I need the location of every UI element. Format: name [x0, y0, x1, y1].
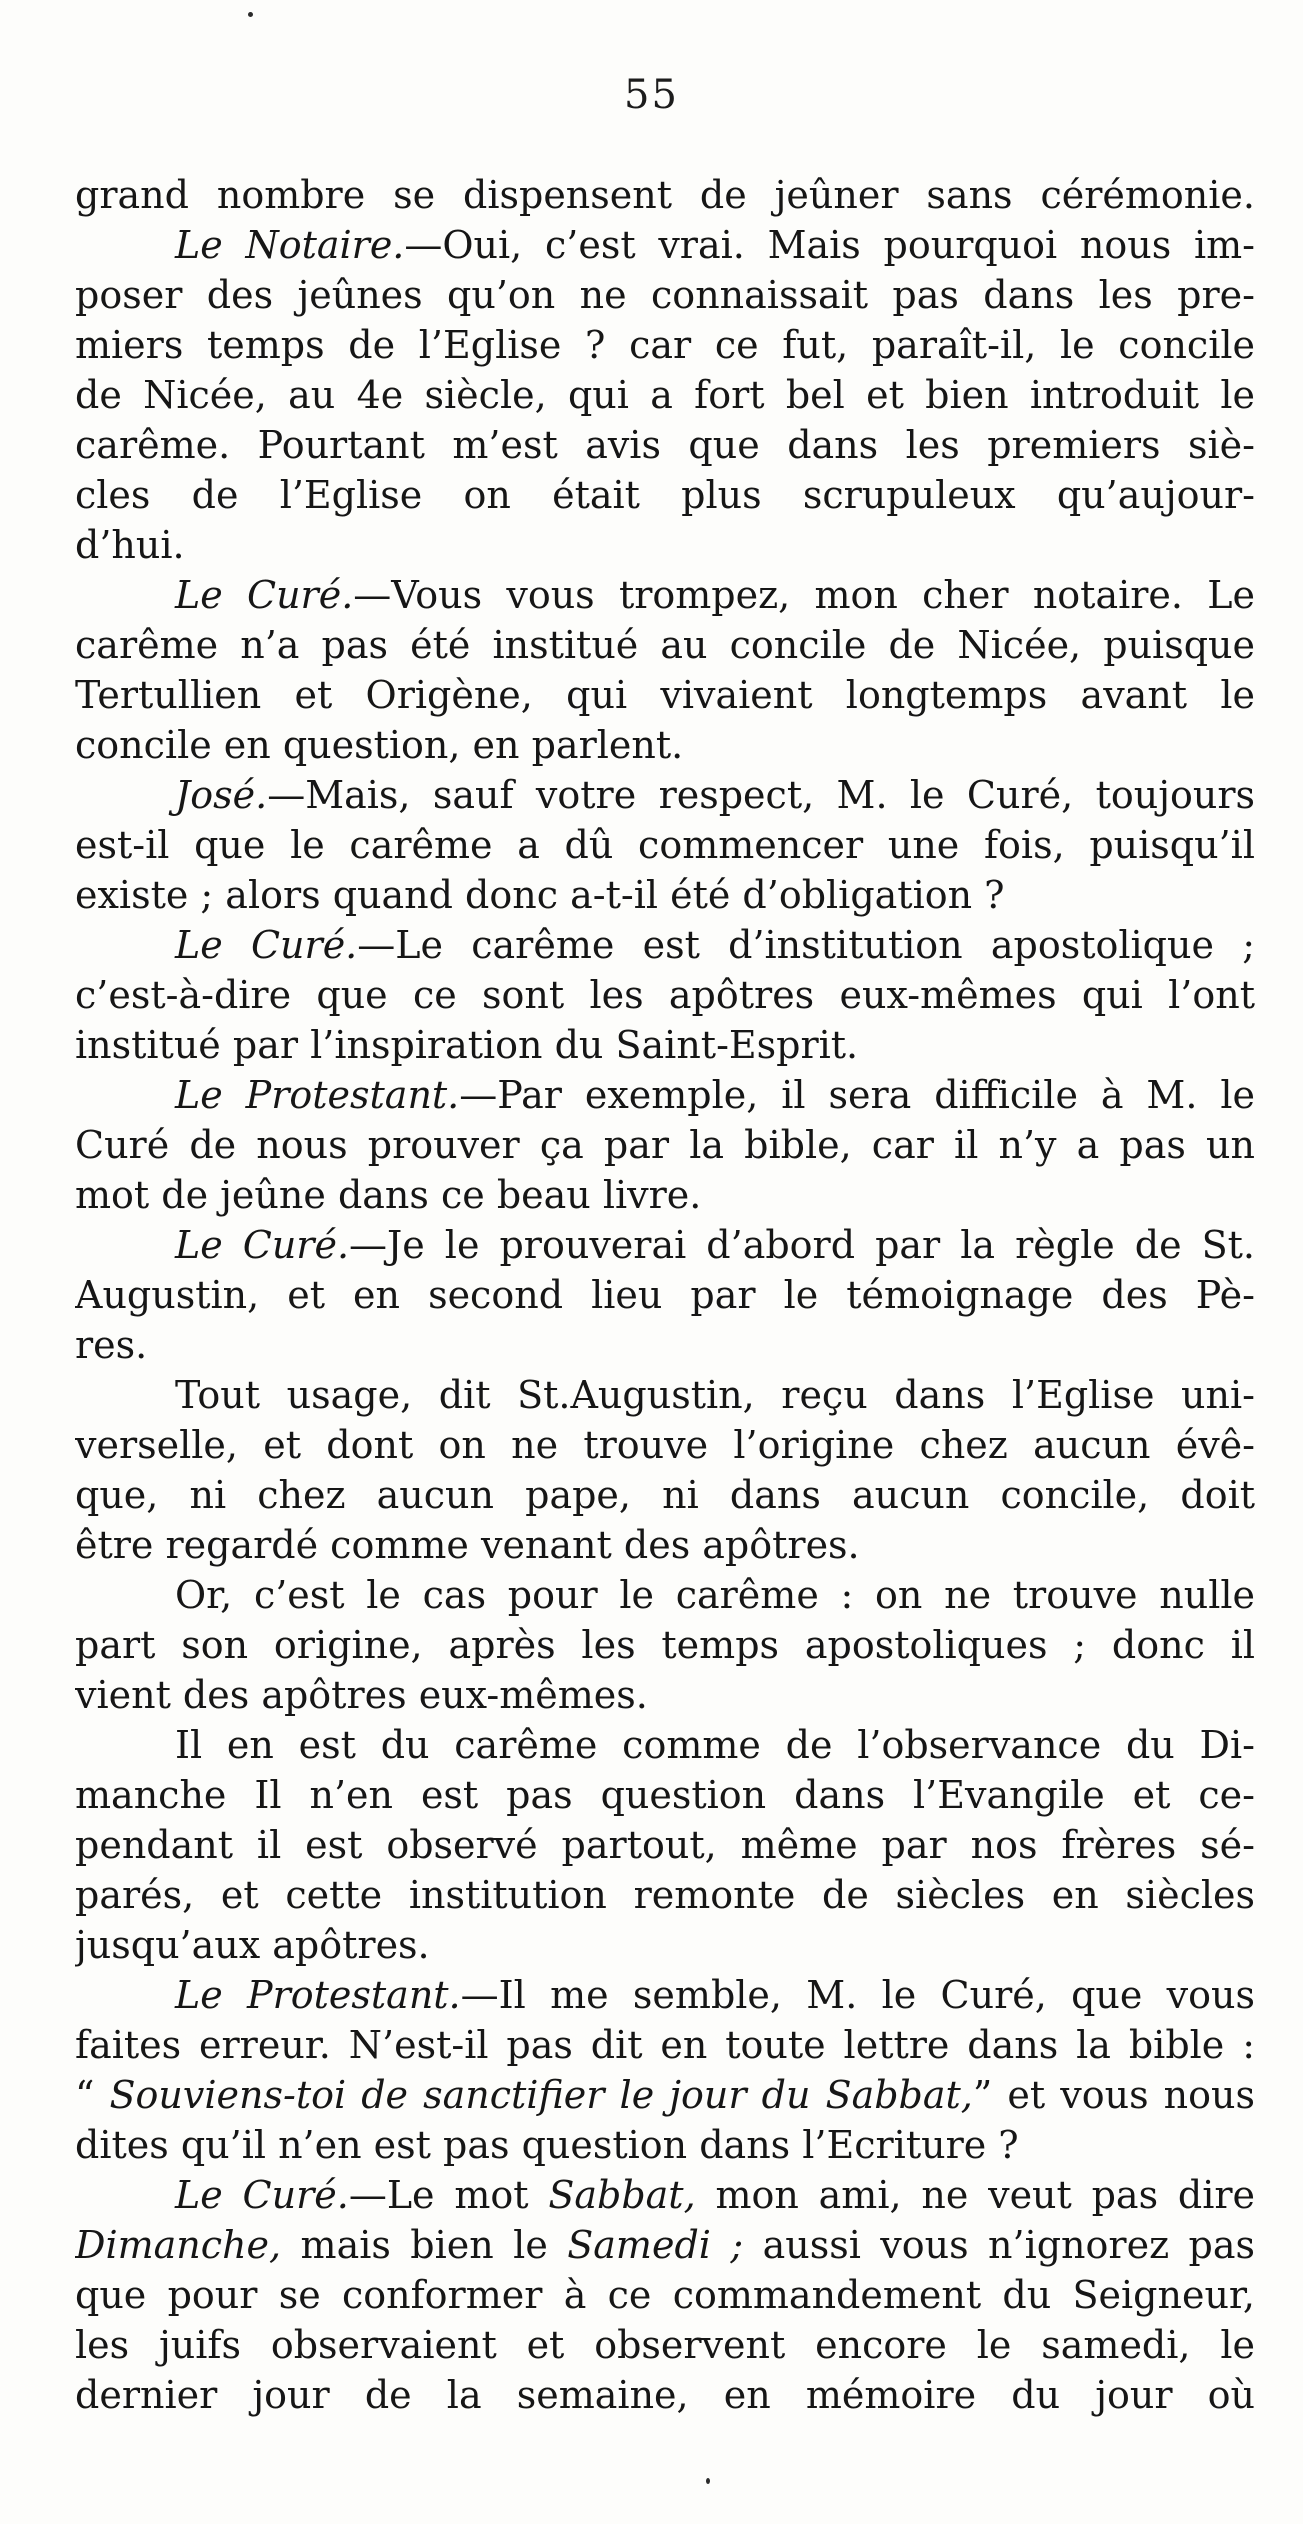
page-number: 55 [624, 72, 679, 118]
text-line [75, 1670, 1255, 1720]
text-line [75, 1020, 1255, 1070]
text-line [75, 1270, 1255, 1320]
text-run: Augustin, et en second lieu par le témoignage des Pè- [75, 1273, 1255, 1317]
print-speck-top [248, 12, 253, 17]
text-line [75, 1470, 1255, 1520]
text-line [75, 870, 1255, 920]
text-line [75, 1870, 1255, 1920]
text-run: “ [75, 2073, 110, 2117]
text-line [75, 1720, 1255, 1770]
text-run: dernier jour de la semaine, en mémoire du jour où [75, 2373, 1255, 2417]
text-line [75, 270, 1255, 320]
text-line [75, 1170, 1255, 1220]
text-line [75, 2120, 1255, 2170]
text-run: verselle, et dont on ne trouve l’origine chez aucun évê- [75, 1423, 1255, 1467]
text-line [75, 2070, 1255, 2120]
text-line [75, 170, 1255, 220]
text-line [75, 1570, 1255, 1620]
text-run: c’est-à-dire que ce sont les apôtres eux-mêmes qui l’ont [75, 973, 1255, 1017]
body-text [75, 170, 1255, 2420]
text-line [75, 720, 1255, 770]
text-line [75, 1370, 1255, 1420]
text-line [75, 1920, 1255, 1970]
text-line [75, 2370, 1255, 2420]
text-line [75, 2170, 1255, 2220]
text-line [75, 1620, 1255, 1670]
text-run: manche Il n’en est pas question dans l’Evangile et ce- [75, 1773, 1255, 1817]
text-run: —Le carême est d’institution apostolique ; [357, 923, 1255, 967]
text-line [75, 1220, 1255, 1270]
text-line [75, 220, 1255, 270]
text-run: existe ; alors quand donc a-t-il été d’obligation ? [75, 873, 1005, 917]
text-line [75, 2220, 1255, 2270]
text-run: que pour se conformer à ce commandement du Seigneur, [75, 2273, 1255, 2317]
text-run: pendant il est observé partout, même par nos frères sé- [75, 1823, 1255, 1867]
italic-text: Souviens-toi de sanctifier le jour du Sabbat, [109, 2073, 973, 2117]
italic-text: Sabbat, [548, 2173, 696, 2217]
text-run: jusqu’aux apôtres. [75, 1923, 430, 1967]
text-run: carême n’a pas été institué au concile de Nicée, puisque [75, 623, 1255, 667]
text-run: faites erreur. N’est-il pas dit en toute lettre dans la bible : [75, 2023, 1255, 2067]
text-line [75, 770, 1255, 820]
text-run: Curé de nous prouver ça par la bible, car il n’y a pas un [75, 1123, 1255, 1167]
text-run: —Par exemple, il sera difficile à M. le [459, 1073, 1255, 1117]
italic-text: Le Curé. [175, 2173, 349, 2217]
text-run: —Il me semble, M. le Curé, que vous [460, 1973, 1255, 2017]
text-run: est-il que le carême a dû commencer une fois, puisqu’il [75, 823, 1255, 867]
text-run: d’hui. [75, 523, 185, 567]
text-run: Tout usage, dit St.Augustin, reçu dans l’Eglise uni- [175, 1373, 1255, 1417]
text-run: institué par l’inspiration du Saint-Esprit. [75, 1023, 859, 1067]
italic-text: Le Protestant. [175, 1073, 460, 1117]
text-line [75, 520, 1255, 570]
italic-text: Le Protestant. [175, 1973, 461, 2017]
text-run: mais bien le [281, 2223, 568, 2267]
italic-text: Dimanche, [75, 2223, 282, 2267]
text-line [75, 1420, 1255, 1470]
text-line [75, 2020, 1255, 2070]
text-line [75, 2270, 1255, 2320]
text-run: que, ni chez aucun pape, ni dans aucun concile, doit [75, 1473, 1255, 1517]
text-line [75, 620, 1255, 670]
text-line [75, 920, 1255, 970]
italic-text: Le Curé. [175, 1223, 350, 1267]
italic-text: José. [175, 773, 268, 817]
text-line [75, 470, 1255, 520]
text-run: —Je le prouverai d’abord par la règle de St. [349, 1223, 1255, 1267]
text-line [75, 1970, 1255, 2020]
text-line [75, 1770, 1255, 1820]
text-line [75, 1520, 1255, 1570]
text-run: mot de jeûne dans ce beau livre. [75, 1173, 702, 1217]
text-run: les juifs observaient et observent encore le samedi, le [75, 2323, 1255, 2367]
text-run: mon ami, ne veut pas dire [695, 2173, 1255, 2217]
text-line [75, 1070, 1255, 1120]
text-run: —Oui, c’est vrai. Mais pourquoi nous im- [404, 223, 1255, 267]
text-line [75, 670, 1255, 720]
text-run: ” et vous nous [972, 2073, 1255, 2117]
text-run: —Mais, sauf votre respect, M. le Curé, toujours [267, 773, 1255, 817]
text-run: grand nombre se dispensent de jeûner sans cérémonie. [75, 173, 1255, 217]
text-run: part son origine, après les temps apostoliques ; donc il [75, 1623, 1255, 1667]
text-run: de Nicée, au 4e siècle, qui a fort bel et bien introduit le [75, 373, 1255, 417]
text-run: Il en est du carême comme de l’observance du Di- [175, 1723, 1255, 1767]
text-run: Tertullien et Origène, qui vivaient longtemps avant le [75, 673, 1255, 717]
text-line [75, 1320, 1255, 1370]
italic-text: Le Curé. [175, 573, 354, 617]
text-run: miers temps de l’Eglise ? car ce fut, paraît-il, le concile [75, 323, 1255, 367]
italic-text: Le Notaire. [175, 223, 405, 267]
italic-text: Samedi ; [567, 2223, 744, 2267]
text-run: vient des apôtres eux-mêmes. [75, 1673, 648, 1717]
text-run: poser des jeûnes qu’on ne connaissait pas dans les pre- [75, 273, 1255, 317]
text-line [75, 370, 1255, 420]
text-line [75, 1120, 1255, 1170]
text-line [75, 2320, 1255, 2370]
text-line [75, 420, 1255, 470]
text-run: Or, c’est le cas pour le carême : on ne trouve nulle [175, 1573, 1255, 1617]
text-run: —Vous vous trompez, mon cher notaire. Le [353, 573, 1255, 617]
text-line [75, 320, 1255, 370]
text-run: parés, et cette institution remonte de siècles en siècles [75, 1873, 1255, 1917]
text-run: carême. Pourtant m’est avis que dans les premiers siè- [75, 423, 1255, 467]
text-run: res. [75, 1323, 148, 1367]
text-line [75, 970, 1255, 1020]
print-speck-bottom [706, 2478, 710, 2484]
italic-text: Le Curé. [175, 923, 358, 967]
text-run: dites qu’il n’en est pas question dans l’Ecriture ? [75, 2123, 1019, 2167]
text-line [75, 570, 1255, 620]
text-run: —Le mot [348, 2173, 549, 2217]
text-run: concile en question, en parlent. [75, 723, 684, 767]
text-run: être regardé comme venant des apôtres. [75, 1523, 860, 1567]
text-run: cles de l’Eglise on était plus scrupuleux qu’aujour- [75, 473, 1255, 517]
text-line [75, 820, 1255, 870]
text-line [75, 1820, 1255, 1870]
text-run: aussi vous n’ignorez pas [743, 2223, 1255, 2267]
